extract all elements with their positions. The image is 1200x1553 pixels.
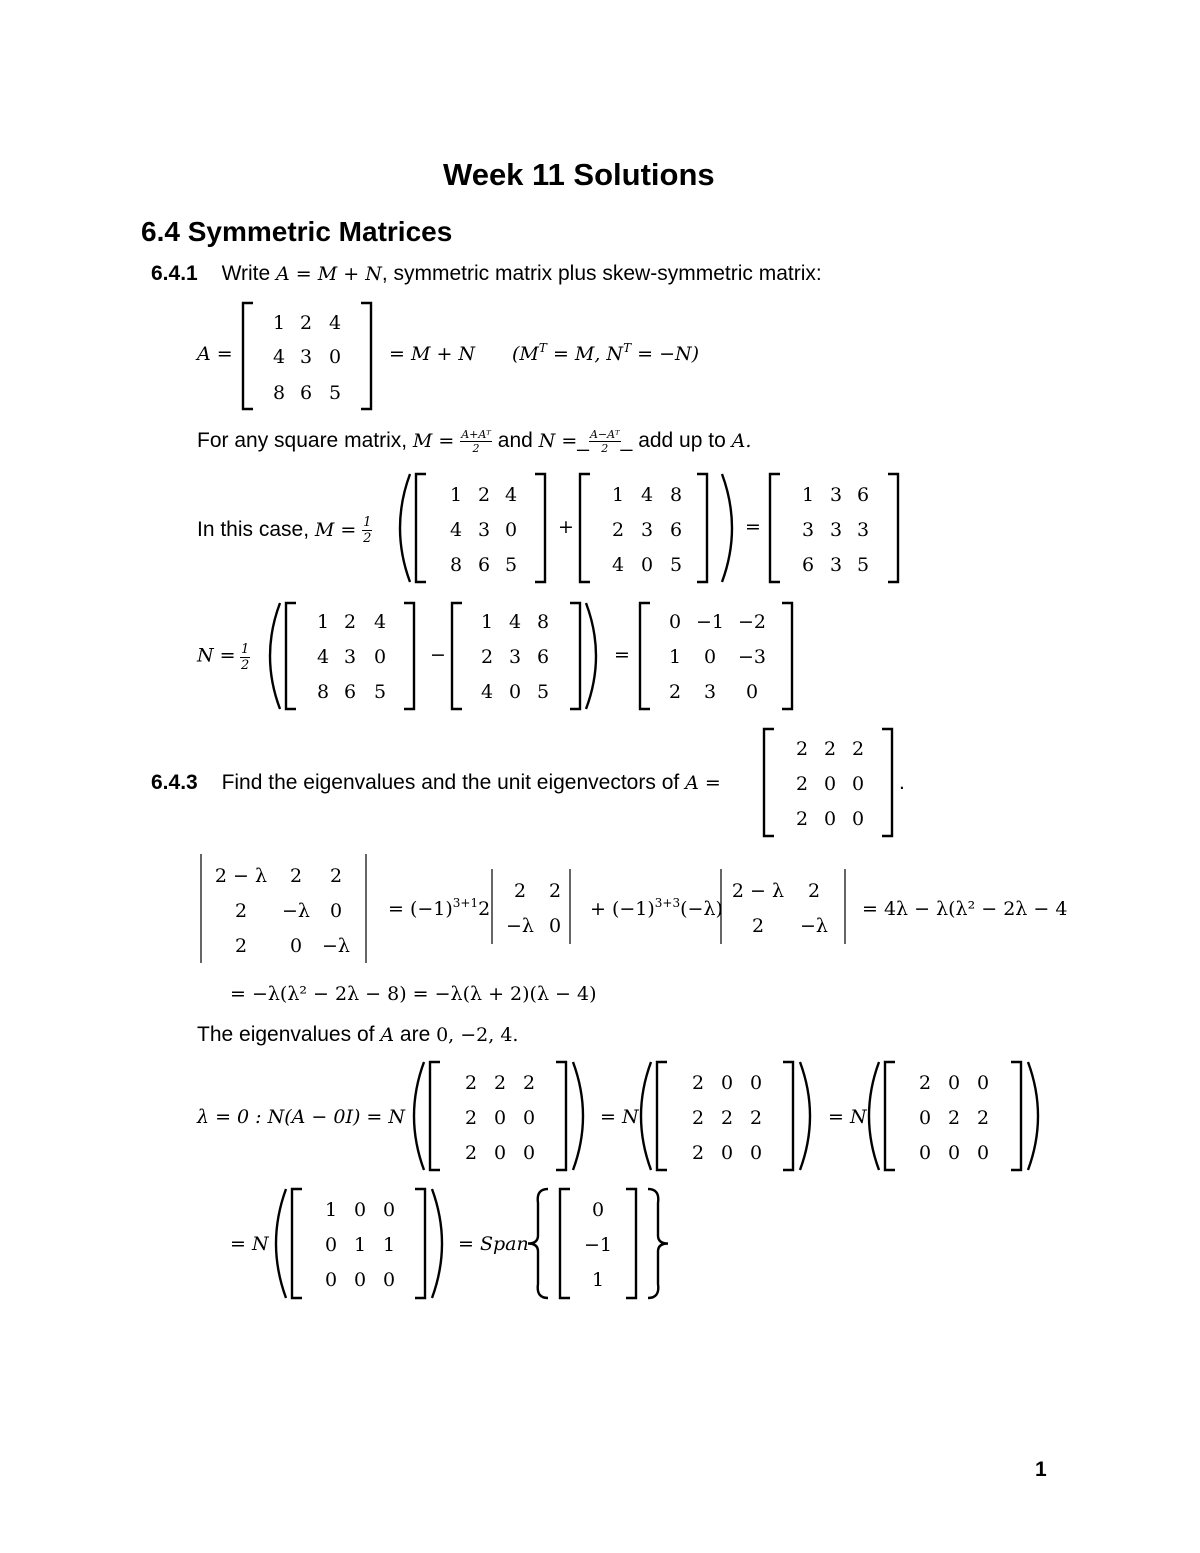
matrix-entry: 3 <box>856 519 870 541</box>
matrix-entry: −3 <box>737 646 767 668</box>
matrix-entry: 1 <box>591 1269 605 1291</box>
matrix-entry: 0 <box>720 1142 734 1164</box>
formula-prefix: For any square matrix, <box>197 429 408 453</box>
matrix-entry: 5 <box>856 554 870 576</box>
matrix-entry: 6 <box>477 554 491 576</box>
bracket-left <box>885 1062 895 1170</box>
matrix-entry: 1 <box>382 1234 396 1256</box>
matrix-entry: 2 <box>720 1107 734 1129</box>
matrix-entry: 2 − λ <box>731 880 785 902</box>
bracket-left <box>770 474 780 582</box>
matrix-entry: 0 <box>373 646 387 668</box>
brace-left <box>528 1189 548 1298</box>
M-equals: M = <box>314 519 357 542</box>
statement-equation: A = M + N <box>276 263 382 285</box>
equals-sign: = <box>614 644 630 666</box>
M-fraction: $\frac{\text{A+Aᵀ}}{2}$ <box>461 428 491 455</box>
matrix-entry: 4 <box>504 484 518 506</box>
matrix-entry: 0 <box>976 1142 990 1164</box>
matrix-entry: 2 <box>234 935 248 957</box>
matrix-entry: 0 <box>522 1107 536 1129</box>
paren-left <box>276 1189 286 1298</box>
factored-polynomial: = −λ(λ² − 2λ − 8) = −λ(λ + 2)(λ − 4) <box>230 983 597 1005</box>
matrix-entry: 5 <box>504 554 518 576</box>
matrix-entry: 3 <box>829 519 843 541</box>
matrix-entry: 0 <box>823 773 837 795</box>
statement-suffix: , symmetric matrix plus skew-symmetric matrix: <box>381 262 822 285</box>
matrix-entry: 2 <box>807 880 821 902</box>
matrix-entry: 1 <box>353 1234 367 1256</box>
matrix-entry: 0 <box>918 1142 932 1164</box>
statement-period: . <box>899 771 905 794</box>
matrix-entry: 0 <box>493 1142 507 1164</box>
bracket-left <box>416 474 426 582</box>
matrix-entry: 4 <box>316 646 330 668</box>
formula-suffix: add up to <box>638 429 726 453</box>
problem-number: 6.4.1 <box>151 262 198 285</box>
transpose-mark: T <box>538 341 547 355</box>
matrix-entry: 8 <box>316 681 330 703</box>
matrix-entry: 0 <box>353 1199 367 1221</box>
statement-text: Find the eigenvalues and the unit eigenvectors of <box>221 771 680 794</box>
matrix-entry: 2 <box>691 1107 705 1129</box>
matrix-entry: 0 <box>329 900 343 922</box>
matrix-entry: 8 <box>669 484 683 506</box>
matrix-entry: 3 <box>343 646 357 668</box>
bracket-left <box>580 474 590 582</box>
matrix-entry: 1 <box>324 1199 338 1221</box>
matrix-entry: 0 <box>823 808 837 830</box>
eigen-mid: are <box>399 1023 431 1046</box>
matrix-entry: 0 <box>591 1199 605 1221</box>
statement-prefix: Write <box>221 262 271 285</box>
matrix-entry: 0 <box>382 1269 396 1291</box>
matrix-entry: 2 <box>851 738 865 760</box>
matrix-entry: 1 <box>611 484 625 506</box>
brace-right <box>648 1189 668 1298</box>
matrix-entry: −1 <box>583 1234 613 1256</box>
case-prefix: In this case, <box>197 518 310 542</box>
matrix-entry: 0 <box>508 681 522 703</box>
matrix-entry: 0 <box>324 1234 338 1256</box>
paren-left <box>414 1062 424 1170</box>
and-text: and <box>497 429 533 453</box>
matrix-entry: 0 <box>328 346 342 368</box>
matrix-entry: 2 <box>234 900 248 922</box>
paren-right <box>800 1062 810 1170</box>
paren-left <box>869 1062 879 1170</box>
matrix-entry: 2 <box>611 519 625 541</box>
section-heading: 6.4 Symmetric Matrices <box>141 216 453 247</box>
matrix-entry: 4 <box>611 554 625 576</box>
matrix-entry: 6 <box>299 382 313 404</box>
lambda-zero-eq: λ = 0 : N(A − 0I) = N <box>197 1106 405 1128</box>
paren-right <box>586 603 596 709</box>
matrix-entry: 0 <box>976 1072 990 1094</box>
A-equals: A = <box>685 772 721 794</box>
matrix-entry: 2 <box>668 681 682 703</box>
matrix-entry: 1 <box>801 484 815 506</box>
matrix-entry: 3 <box>801 519 815 541</box>
matrix-entry: 2 <box>976 1107 990 1129</box>
bracket-right <box>888 474 898 582</box>
matrix-entry: 2 <box>749 1107 763 1129</box>
matrix-entry: 0 <box>947 1142 961 1164</box>
minus-sign: − <box>430 644 446 666</box>
matrix-entry: 2 − λ <box>214 865 268 887</box>
bracket-left <box>430 1062 440 1170</box>
matrix-entry: 2 <box>548 880 562 902</box>
matrix-entry: 3 <box>829 484 843 506</box>
bracket-right <box>570 603 580 709</box>
rhs-equation: = M + N <box>389 343 476 365</box>
matrix-entry: 0 <box>720 1072 734 1094</box>
matrix-entry: 8 <box>536 611 550 633</box>
matrix-entry: 3 <box>640 519 654 541</box>
matrix-entry: 5 <box>373 681 387 703</box>
matrix-entry: 0 <box>851 773 865 795</box>
bracket-right <box>556 1062 566 1170</box>
matrix-entry: 6 <box>343 681 357 703</box>
matrix-entry: 2 <box>795 738 809 760</box>
matrix-entry: 2 <box>299 312 313 334</box>
matrix-entry: 3 <box>508 646 522 668</box>
paren-right <box>432 1189 442 1298</box>
bracket-right <box>882 729 892 836</box>
A-period: A. <box>731 430 752 453</box>
bracket-right <box>783 1062 793 1170</box>
page-number: 1 <box>1035 1458 1047 1481</box>
matrix-entry: 6 <box>669 519 683 541</box>
matrix-entry: 0 <box>749 1072 763 1094</box>
paren-left <box>641 1062 651 1170</box>
matrix-entry: 5 <box>328 382 342 404</box>
matrix-entry: 4 <box>480 681 494 703</box>
half-fraction: $\frac{1}{2}$ <box>363 515 372 546</box>
condition-b: = M, N <box>552 343 624 365</box>
plus-sign: + <box>558 516 574 538</box>
matrix-entry: 2 <box>795 808 809 830</box>
matrix-entry: −λ <box>506 915 534 937</box>
matrix-entry: 2 <box>477 484 491 506</box>
matrix-entry: 2 <box>343 611 357 633</box>
bracket-left <box>243 303 253 409</box>
matrix-entry: 6 <box>801 554 815 576</box>
matrix-entry: 4 <box>373 611 387 633</box>
bracket-left <box>640 603 650 709</box>
matrix-entry: 2 <box>751 915 765 937</box>
matrix-entry: 0 <box>703 646 717 668</box>
matrix-entry: 8 <box>272 382 286 404</box>
matrix-entry: 2 <box>464 1142 478 1164</box>
eigen-prefix: The eigenvalues of <box>197 1023 375 1046</box>
matrix-entry: 0 <box>324 1269 338 1291</box>
matrix-entry: 0 <box>851 808 865 830</box>
bracket-right <box>697 474 707 582</box>
bracket-right <box>1011 1062 1021 1170</box>
matrix-entry: 4 <box>272 346 286 368</box>
matrix-entry: 2 <box>289 865 303 887</box>
matrix-entry: 4 <box>328 312 342 334</box>
paren-left <box>400 474 410 582</box>
matrix-entry: 0 <box>522 1142 536 1164</box>
matrix-entry: 0 <box>745 681 759 703</box>
matrix-entry: 0 <box>548 915 562 937</box>
matrix-entry: 0 <box>353 1269 367 1291</box>
matrix-entry: −1 <box>695 611 725 633</box>
page-title: Week 11 Solutions <box>443 157 715 192</box>
matrix-entry: 8 <box>449 554 463 576</box>
matrix-entry: 1 <box>316 611 330 633</box>
transpose-mark: T <box>623 341 632 355</box>
bracket-left <box>764 729 774 836</box>
bracket-left <box>452 603 462 709</box>
condition-c: = −N) <box>637 343 700 365</box>
matrix-entry: 2 <box>795 773 809 795</box>
matrix-entry: 2 <box>513 880 527 902</box>
matrix-entry: −λ <box>800 915 828 937</box>
matrix-entry: 1 <box>480 611 494 633</box>
matrix-entry: 3 <box>477 519 491 541</box>
equals-N: = N <box>230 1233 269 1255</box>
bracket-left <box>292 1189 302 1298</box>
N-fraction: $\frac{\text{A−Aᵀ}}{2}$ <box>589 428 620 455</box>
matrix-entry: 1 <box>272 312 286 334</box>
matrix-entry: 2 <box>823 738 837 760</box>
problem-number: 6.4.3 <box>151 771 198 794</box>
matrix-entry: 2 <box>493 1072 507 1094</box>
bracket-right <box>404 603 414 709</box>
equals-N: = N <box>828 1106 867 1128</box>
bracket-right <box>626 1189 636 1298</box>
matrix-entry: 2 <box>947 1107 961 1129</box>
matrix-entry: −λ <box>322 935 350 957</box>
formula-line: For any square matrix, M = $\frac{\text{A+Aᵀ}}{2}$ and N =_ $\frac{\text{A−Aᵀ}}{2}$ _ add up to A. <box>197 428 752 455</box>
N-equals: N = <box>538 430 578 453</box>
matrix-entry: 0 <box>668 611 682 633</box>
equals-sign: = <box>745 516 761 538</box>
determinant-result: = 4λ − λ(λ² − 2λ − 4 <box>862 898 1068 920</box>
matrix-entry: 1 <box>668 646 682 668</box>
half-fraction: $\frac{1}{2}$ <box>241 642 250 673</box>
matrix-entry: 3 <box>703 681 717 703</box>
matrix-entry: −λ <box>282 900 310 922</box>
cofactor-2: + $(-1)^{3+3}(-\lambda)$ <box>590 896 723 920</box>
eigen-A: A <box>380 1024 395 1046</box>
matrix-entry: 2 <box>329 865 343 887</box>
bracket-right <box>535 474 545 582</box>
matrix-entry: 0 <box>504 519 518 541</box>
bracket-right <box>361 303 371 409</box>
A-label: A = <box>197 343 233 365</box>
matrix-entry: 3 <box>299 346 313 368</box>
matrix-entry: 4 <box>640 484 654 506</box>
eigen-values: 0, −2, 4. <box>436 1024 519 1046</box>
matrix-entry: 0 <box>493 1107 507 1129</box>
bracket-right <box>782 603 792 709</box>
matrix-entry: 2 <box>464 1072 478 1094</box>
matrix-entry: 4 <box>449 519 463 541</box>
bracket-left <box>560 1189 570 1298</box>
cofactor-1: = $(-1)^{3+1}2$ <box>388 896 491 920</box>
M-equals: M = <box>412 430 455 453</box>
condition-a: (M <box>512 343 539 365</box>
matrix-entry: 2 <box>464 1107 478 1129</box>
matrix-entry: 0 <box>947 1072 961 1094</box>
bracket-left <box>286 603 296 709</box>
bracket-left <box>657 1062 667 1170</box>
matrix-entry: 1 <box>449 484 463 506</box>
equals-span: = Span <box>458 1233 529 1255</box>
matrix-entry: 3 <box>829 554 843 576</box>
paren-right <box>722 474 732 582</box>
matrix-entry: 2 <box>691 1072 705 1094</box>
matrix-entry: 0 <box>640 554 654 576</box>
equals-N: = N <box>600 1106 639 1128</box>
matrix-entry: 4 <box>508 611 522 633</box>
paren-left <box>270 603 280 709</box>
matrix-entry: 6 <box>856 484 870 506</box>
matrix-entry: 0 <box>749 1142 763 1164</box>
N-label: N = <box>197 644 236 667</box>
paren-right <box>573 1062 583 1170</box>
matrix-entry: 5 <box>669 554 683 576</box>
matrix-entry: 0 <box>918 1107 932 1129</box>
matrix-entry: 2 <box>918 1072 932 1094</box>
matrix-entry: 2 <box>480 646 494 668</box>
matrix-entry: 0 <box>382 1199 396 1221</box>
matrix-entry: 2 <box>522 1072 536 1094</box>
paren-right <box>1028 1062 1038 1170</box>
matrix-entry: 0 <box>289 935 303 957</box>
bracket-right <box>415 1189 425 1298</box>
matrix-entry: 2 <box>691 1142 705 1164</box>
matrix-entry: −2 <box>737 611 767 633</box>
matrix-entry: 6 <box>536 646 550 668</box>
matrix-entry: 5 <box>536 681 550 703</box>
